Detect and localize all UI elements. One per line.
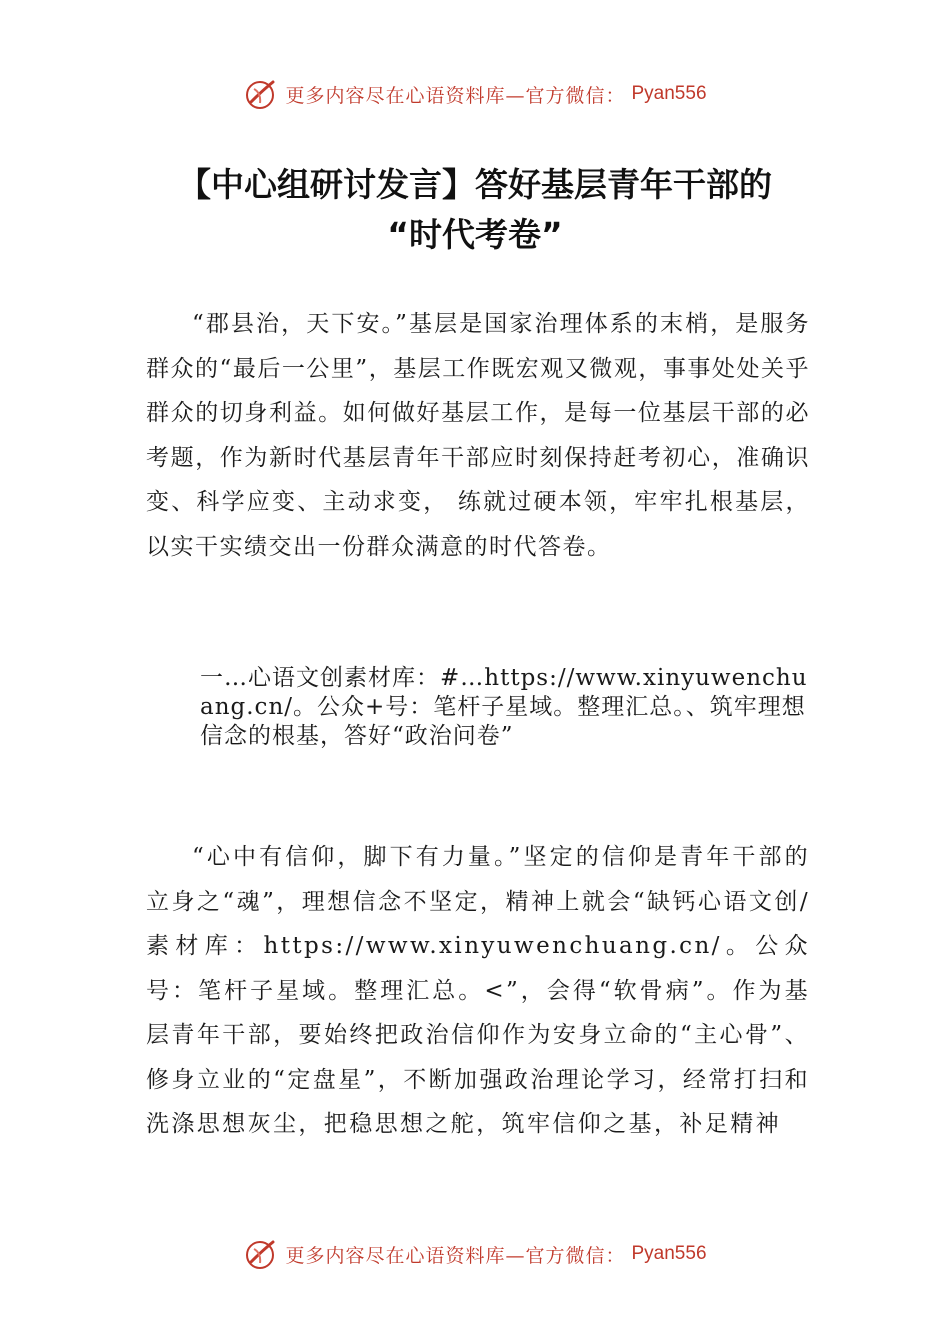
watermark-text: 更多内容尽在心语资料库—官方微信： [285,84,626,107]
brush-logo-icon [243,76,279,112]
section-heading: 一…心语文创素材库：#…https://www.xinyuwenchuang.cn/。公众+号：笔杆子星域。整理汇总。、筑牢理想信念的根基，答好“政治问卷” [200,665,808,749]
paragraph-intro: “郡县治，天下安。”基层是国家治理体系的末梢，是服务群众的“最后一公里”，基层工作既宏观又微观，事事处处关乎群众的切身利益。如何做好基层工作，是每一位基层干部的必考题，作为新时代基层青年干部应时刻保持赶考初心，准确识变、科学应变、主动求变， 练就过硬本领，牢牢扎根基层，以实干实绩交出一份群众满意的时代答卷。 [146,311,810,560]
watermark-footer [0,1234,950,1274]
paragraph-faith: “心中有信仰，脚下有力量。”坚定的信仰是青年干部的立身之“魂”，理想信念不坚定，精神上就会“缺钙心语文创/素材库：https://www.xinyuwenchuang.cn/。公众号：笔杆子星域。整理汇总。<”，会得“软骨病”。作为基层青年干部，要始终把政治信仰作为安身立命的“主心骨”、修身立业的“定盘星”，不断加强政治理论学习，经常打扫和洗涤思想灰尘，把稳思想之舵，筑牢信仰之基，补足精神 [146,844,810,1137]
title-line-2: “时代考卷” [387,215,563,254]
brush-logo-icon [243,1236,279,1272]
document-title [0,160,950,260]
watermark-header [0,74,950,114]
watermark-wechat-id: Pyan556 [631,1243,707,1264]
title-line-1: 【中心组研讨发言】答好基层青年干部的 [178,165,772,204]
watermark-text: 更多内容尽在心语资料库—官方微信： [285,1244,626,1267]
watermark-wechat-id: Pyan556 [631,83,707,104]
